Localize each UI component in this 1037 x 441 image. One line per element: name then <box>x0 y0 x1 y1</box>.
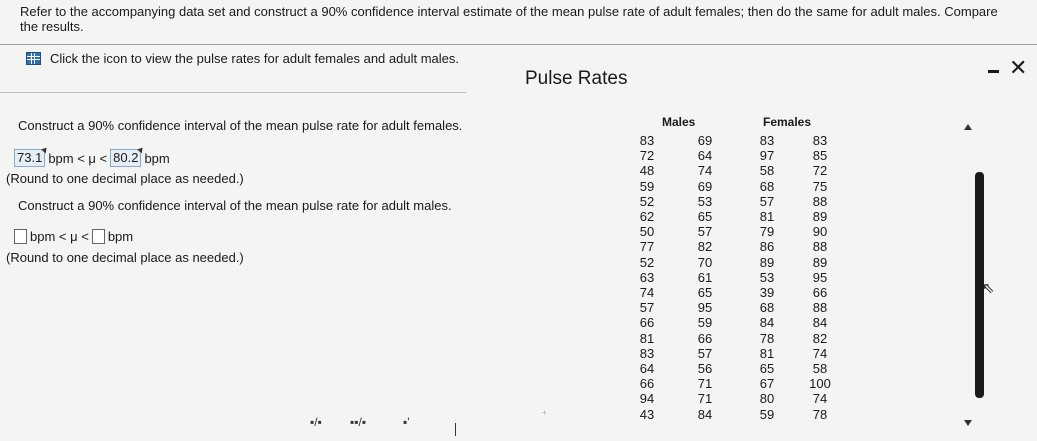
table-cell: 74 <box>639 285 655 301</box>
table-cell: 88 <box>812 300 828 316</box>
table-cell: 69 <box>697 178 713 194</box>
scroll-down-icon[interactable] <box>964 420 972 426</box>
table-cell: 53 <box>697 193 713 209</box>
exponent-button[interactable]: ▪' <box>403 415 410 429</box>
data-icon-line[interactable] <box>26 45 459 71</box>
table-cell: 84 <box>697 406 713 422</box>
table-cell: 100 <box>809 376 831 392</box>
table-cell: 95 <box>697 300 713 316</box>
table-cell: 48 <box>639 163 655 179</box>
table-cell: 43 <box>639 406 655 422</box>
table-cell: 52 <box>639 254 655 270</box>
table-icon[interactable] <box>26 52 41 65</box>
table-cell: 71 <box>697 376 713 392</box>
table-cell: 66 <box>697 330 713 346</box>
table-cell: 69 <box>697 133 713 148</box>
males-upper-input[interactable] <box>92 229 105 244</box>
table-cell: 83 <box>639 133 655 148</box>
table-cell: 58 <box>812 361 828 377</box>
dot-icon: + <box>542 408 547 417</box>
table-cell: 65 <box>759 361 775 377</box>
table-cell: 61 <box>697 269 713 285</box>
table-cell: 68 <box>759 300 775 316</box>
table-cell: 89 <box>812 209 828 225</box>
males-lower-input[interactable] <box>14 229 27 244</box>
males-column-1 <box>632 133 662 422</box>
females-lower-answer[interactable]: 73.1 <box>14 149 45 167</box>
table-cell: 58 <box>759 163 775 179</box>
table-cell: 89 <box>812 254 828 270</box>
table-cell: 57 <box>639 300 655 316</box>
table-cell: 88 <box>812 239 828 255</box>
minimize-icon[interactable] <box>988 70 999 73</box>
table-cell: 56 <box>697 361 713 377</box>
table-cell: 59 <box>759 406 775 422</box>
females-column-2 <box>805 133 835 422</box>
table-cell: 65 <box>697 285 713 301</box>
popup-title: Pulse Rates <box>525 68 628 89</box>
table-cell: 89 <box>759 254 775 270</box>
table-cell: 39 <box>759 285 775 301</box>
rounding-note: (Round to one decimal place as needed.) <box>6 250 244 265</box>
table-cell: 75 <box>812 178 828 194</box>
table-cell: 72 <box>812 163 828 179</box>
table-cell: 83 <box>639 345 655 361</box>
table-cell: 59 <box>697 315 713 331</box>
table-cell: 59 <box>639 178 655 194</box>
mixed-number-button[interactable]: ▪▪/▪ <box>350 415 367 429</box>
question-males: Construct a 90% confidence interval of the mean pulse rate for adult males. <box>18 198 452 213</box>
table-cell: 79 <box>759 224 775 240</box>
table-cell: 66 <box>639 315 655 331</box>
table-cell: 64 <box>697 148 713 164</box>
table-cell: 64 <box>639 361 655 377</box>
table-cell: 53 <box>759 269 775 285</box>
table-cell: 66 <box>639 376 655 392</box>
table-cell: 81 <box>759 345 775 361</box>
table-cell: 50 <box>639 224 655 240</box>
table-cell: 67 <box>759 376 775 392</box>
table-cell: 72 <box>639 148 655 164</box>
table-cell: 94 <box>639 391 655 407</box>
close-icon[interactable]: ✕ <box>1009 55 1028 80</box>
icon-line-text: Click the icon to view the pulse rates for adult females and adult males. <box>50 50 459 66</box>
table-cell: 57 <box>759 193 775 209</box>
table-cell: 81 <box>639 330 655 346</box>
unit-label: bpm <box>107 229 134 244</box>
table-cell: 81 <box>759 209 775 225</box>
males-column-2 <box>690 133 720 422</box>
table-cell: 80 <box>759 391 775 407</box>
divider <box>0 92 466 93</box>
females-interval-row <box>14 149 173 167</box>
females-header: Females <box>763 115 812 129</box>
table-cell: 85 <box>812 148 828 164</box>
table-cell: 97 <box>759 148 775 164</box>
table-cell: 95 <box>812 269 828 285</box>
table-cell: 70 <box>697 254 713 270</box>
table-cell: 63 <box>639 269 655 285</box>
question-females: Construct a 90% confidence interval of the mean pulse rate for adult females. <box>18 118 463 133</box>
males-header: Males <box>662 115 696 129</box>
table-cell: 62 <box>639 209 655 225</box>
fraction-button[interactable]: ▪/▪ <box>310 415 322 429</box>
table-cell: 90 <box>812 224 828 240</box>
table-cell: 52 <box>639 193 655 209</box>
table-cell: 78 <box>759 330 775 346</box>
table-cell: 57 <box>697 224 713 240</box>
table-cell: 82 <box>812 330 828 346</box>
table-cell: 86 <box>759 239 775 255</box>
table-cell: 83 <box>812 133 828 148</box>
unit-label: bpm <box>144 150 170 166</box>
table-cell: 83 <box>759 133 775 148</box>
cursor-icon: ⇖ <box>982 280 995 297</box>
females-column-1 <box>752 133 782 422</box>
table-cell: 74 <box>697 163 713 179</box>
table-cell: 65 <box>697 209 713 225</box>
table-cell: 74 <box>812 345 828 361</box>
table-cell: 66 <box>812 285 828 301</box>
table-cell: 84 <box>759 315 775 331</box>
mu-inequality-text: bpm < μ < <box>30 229 89 244</box>
table-cell: 82 <box>697 239 713 255</box>
table-cell: 88 <box>812 193 828 209</box>
scroll-up-icon[interactable] <box>964 124 972 130</box>
instructions: Refer to the accompanying data set and construct a 90% confidence interval estimate of the mean pulse rate of adult females; then do the same for adult males. Compare the results. <box>20 4 998 34</box>
table-cell: 71 <box>697 391 713 407</box>
table-cell: 78 <box>812 406 828 422</box>
males-interval-row <box>14 229 136 244</box>
rounding-note: (Round to one decimal place as needed.) <box>6 171 244 186</box>
females-upper-answer[interactable]: 80.2 <box>110 149 141 167</box>
text-caret <box>455 423 456 436</box>
table-cell: 77 <box>639 239 655 255</box>
mu-inequality-text: bpm < μ < <box>48 150 108 166</box>
table-cell: 57 <box>697 345 713 361</box>
table-cell: 68 <box>759 178 775 194</box>
table-cell: 74 <box>812 391 828 407</box>
table-cell: 84 <box>812 315 828 331</box>
